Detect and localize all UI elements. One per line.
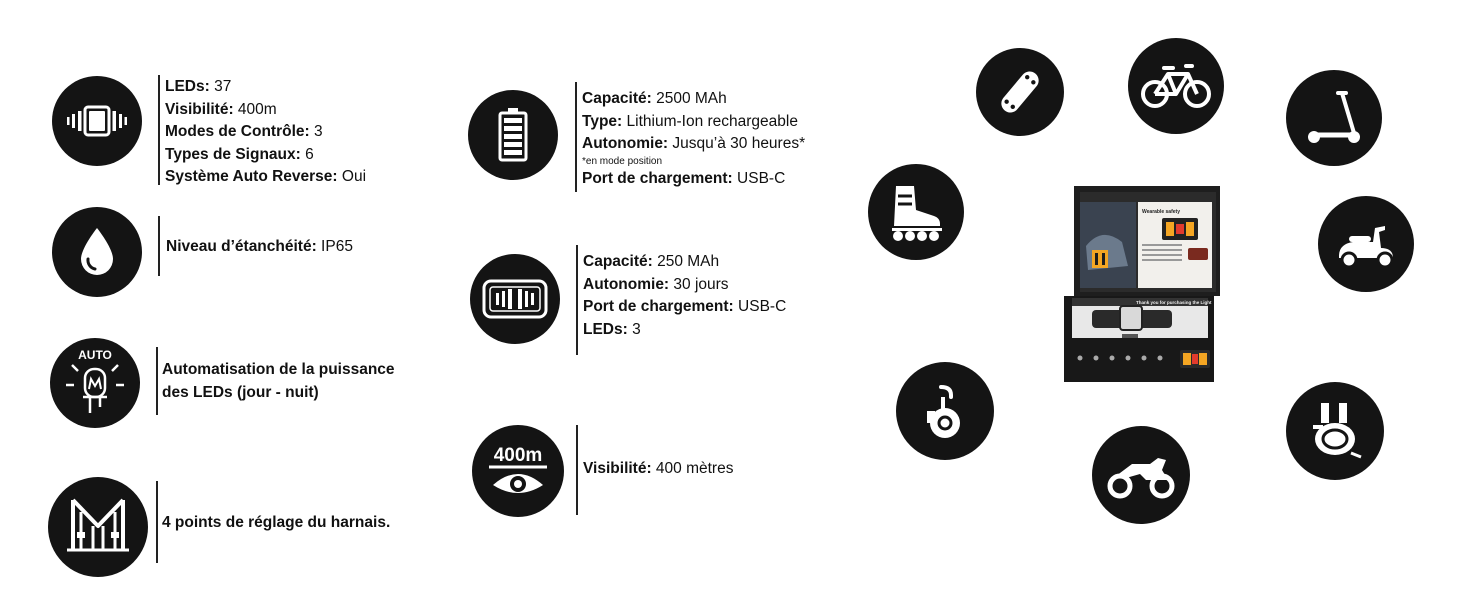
lid-title: Wearable safety — [1142, 209, 1180, 215]
footnote: *en mode position — [582, 155, 663, 167]
spec-row: Port de chargement: USB-C — [583, 298, 787, 315]
remote-specs — [583, 251, 786, 341]
battery-icon — [468, 90, 558, 180]
rollerblade-icon — [868, 164, 964, 260]
spec-row: Modes de Contrôle: 3 — [165, 123, 323, 140]
spec-row: Visibilité: 400m — [165, 100, 277, 118]
spec-row: Autonomie: 30 jours — [583, 275, 729, 293]
skateboard-icon — [976, 48, 1064, 136]
divider — [576, 425, 578, 515]
spec-row: LEDs: 3 — [583, 320, 641, 338]
spec-row: Capacité: 2500 MAh — [582, 90, 727, 107]
hoverboard-icon — [1286, 382, 1384, 480]
visibility-spec — [583, 458, 733, 481]
tray-text: Thank you for purchasing the Light — [1136, 300, 1212, 305]
spec-row: Type: Lithium-Ion rechargeable — [582, 112, 798, 130]
spec-row: Système Auto Reverse: Oui — [165, 168, 367, 185]
battery-specs — [582, 88, 805, 190]
harness-icon — [48, 477, 148, 577]
divider — [158, 75, 160, 185]
spec-row: Port de chargement: USB-C — [582, 169, 786, 187]
product-box — [1062, 186, 1220, 386]
auto-led-icon — [50, 338, 140, 428]
divider — [156, 347, 158, 415]
light-specs — [165, 76, 366, 189]
auto-led-text: Automatisation de la puissance des LEDs (jour - nuit) — [162, 361, 395, 401]
spec-row: Types de Signaux: 6 — [165, 145, 314, 163]
moped-icon — [1318, 196, 1414, 292]
water-drop-icon — [52, 207, 142, 297]
wheelchair-icon — [896, 362, 994, 460]
divider — [575, 82, 577, 192]
motorcycle-icon — [1092, 426, 1190, 524]
eye-400m-icon — [472, 425, 564, 517]
light-module-icon — [52, 76, 142, 166]
spec-row: Niveau d’étanchéité: IP65 — [166, 238, 353, 255]
spec-row: Capacité: 250 MAh — [583, 253, 720, 270]
waterproof-spec — [166, 236, 353, 259]
spec-row: Autonomie: Jusqu’à 30 heures* — [582, 135, 806, 152]
divider — [158, 216, 160, 276]
spec-row: LEDs: 37 — [165, 78, 232, 95]
divider — [576, 245, 578, 355]
kick-scooter-icon — [1286, 70, 1382, 166]
bicycle-icon — [1128, 38, 1224, 134]
auto-label: AUTO — [78, 348, 112, 362]
remote-icon — [470, 254, 560, 344]
harness-text: 4 points de réglage du harnais. — [162, 514, 391, 531]
divider — [156, 481, 158, 563]
400m-label: 400m — [493, 445, 543, 466]
spec-row: Visibilité: 400 mètres — [583, 460, 734, 477]
